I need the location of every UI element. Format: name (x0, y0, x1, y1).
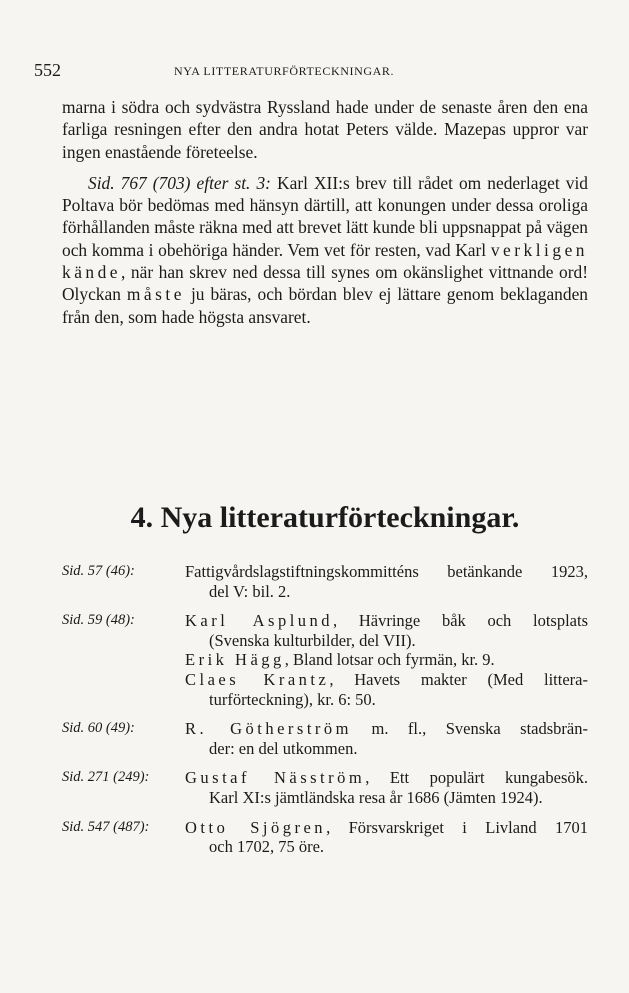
entry-line (185, 719, 588, 739)
entry-line (185, 818, 588, 838)
paragraph-1: marna i södra och sydvästra Ryssland hade under de senaste åren den ena farliga resningen efter den andra hotat Peters välde. Mazepas uppror var ingen enastående företeelse. (62, 97, 588, 162)
section-title: 4. Nya litteraturförteckningar. (130, 501, 520, 534)
entry-line (185, 837, 588, 857)
entry-reference: Sid. 57 (46): (62, 563, 135, 579)
entry-text: , Hävringe båk och lotsplats (333, 611, 588, 631)
entry-author: Erik Hägg (185, 650, 285, 670)
entry-text: , Havets makter (Med littera- (329, 669, 588, 689)
entry-text: m. fl., Svenska stadsbrän- (352, 719, 588, 739)
entry-line (185, 631, 588, 651)
paragraph-2 (62, 172, 588, 328)
literature-list (62, 562, 588, 867)
entry-line (185, 650, 588, 670)
entry-reference: Sid. 547 (487): (62, 818, 150, 835)
emphasis-maste: måste (126, 284, 185, 305)
entry-text: der: en del utkommen. (209, 738, 358, 758)
entry-text: , Försvarskriget i Livland 1701 (326, 817, 588, 837)
entry-line (185, 562, 588, 582)
entry-line (185, 690, 588, 710)
entry-text: och 1702, 75 öre. (209, 837, 325, 857)
literature-entry (62, 562, 588, 601)
entry-text: , Bland lotsar och fyrmän, kr. 9. (284, 650, 495, 670)
paragraph-2-text-b: , när han skrev ned dessa till synes om okänslighet vittnande ord! Olyckan (62, 262, 588, 305)
entry-text: (Svenska kulturbilder, del VII). (209, 630, 416, 650)
paragraph-2-text-a: Karl XII:s brev till rådet om nederlaget vid Poltava bör bedömas med hänsyn därtill, att konungen under dessa oroliga förhållanden måste räkna med att brevet lätt kunde bli uppsnappat på vägen och komma i obehöriga händer. Vem vet för resten, vad Karl (62, 172, 588, 260)
entry-line (185, 739, 588, 759)
entry-text: Karl XI:s jämtländska resa år 1686 (Jämten 1924). (209, 787, 543, 807)
entry-author: Otto Sjögren (185, 817, 327, 837)
entry-author: Gustaf Näsström (185, 768, 366, 788)
entry-reference: Sid. 271 (249): (62, 769, 150, 786)
entry-text: Fattigvårdslagstiftningskommitténs betänkande 1923, (185, 562, 588, 581)
entry-author: R. Götherström (185, 719, 353, 739)
entry-line (185, 582, 588, 602)
entry-author: Claes Krantz (185, 669, 330, 689)
entry-text: , Ett populärt kungabesök. (365, 768, 589, 788)
emphasis-verkligen-kande: verkligen kände (62, 239, 588, 283)
entry-line (185, 788, 588, 808)
page-header (34, 60, 594, 84)
running-title: NYA LITTERATURFÖRTECKNINGAR. (174, 64, 395, 78)
paragraph-2-reference: Sid. 767 (703) efter st. 3: (88, 172, 271, 193)
body-text (62, 96, 588, 328)
entry-line (185, 611, 588, 631)
literature-entry (62, 768, 588, 807)
paragraph-2-text-c: ju bäras, och bördan blev ej lättare genom beklaganden från den, som hade högsta ansvaret. (62, 284, 588, 327)
entry-text: turförteckning), kr. 6: 50. (209, 689, 376, 709)
literature-entry (62, 611, 588, 709)
entry-text: del V: bil. 2. (209, 581, 291, 601)
literature-entry (62, 719, 588, 758)
entry-line (185, 670, 588, 690)
entry-reference: Sid. 60 (49): (62, 720, 135, 737)
entry-reference: Sid. 59 (48): (62, 612, 135, 629)
entry-author: Karl Asplund (185, 611, 334, 631)
literature-entry (62, 818, 588, 857)
page-number: 552 (34, 60, 61, 80)
entry-line (185, 768, 588, 788)
